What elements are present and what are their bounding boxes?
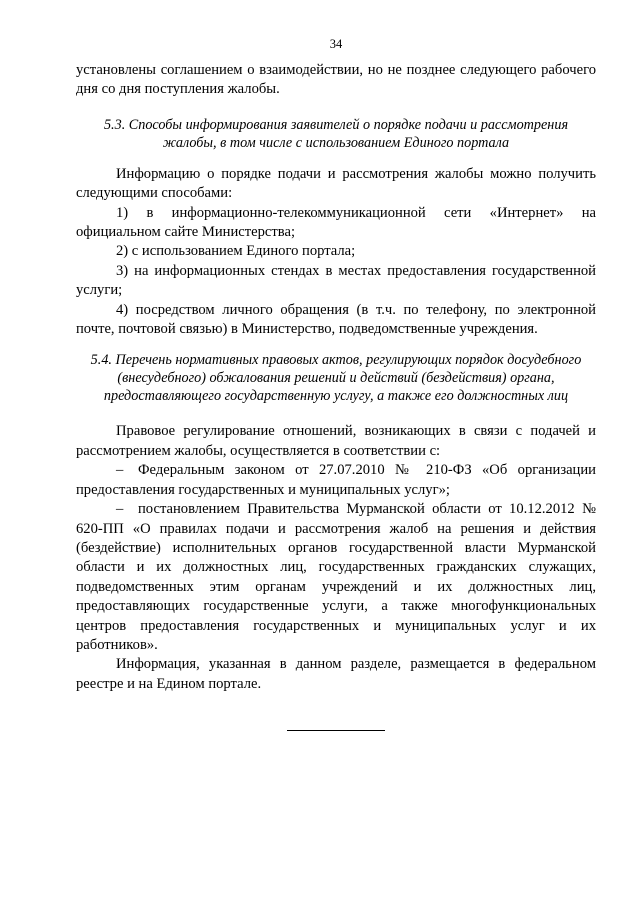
- section-5-3-item-3: 3) на информационных стендах в местах предоставления государственной услуги;: [76, 262, 596, 299]
- page-number: 34: [329, 37, 343, 51]
- section-5-4-item-1-text: Федеральным законом от 27.07.2010 № 210-ФЗ «Об организации предоставления государственных и муниципальных услуг»;: [76, 462, 596, 498]
- section-5-3-heading: 5.3. Способы информирования заявителей о порядке подачи и рассмотрения жалобы, в том числе с использованием Единого портала: [103, 116, 569, 151]
- section-5-3-intro: Информацию о порядке подачи и рассмотрения жалобы можно получить следующими способами:: [76, 165, 596, 202]
- section-5-3-item-2: 2) с использованием Единого портала;: [116, 243, 356, 260]
- section-5-3-item-1: 1) в информационно-телекоммуникационной сети «Интернет» на официальном сайте Министерства;: [76, 204, 596, 241]
- section-5-4-intro: Правовое регулирование отношений, возникающих в связи с подачей и рассмотрением жалобы, осуществляется в соответствии с:: [76, 423, 596, 459]
- section-5-4-closing: Информация, указанная в данном разделе, размещается в федеральном реестре и на Едином портале.: [76, 656, 596, 692]
- list-dash: –: [116, 501, 124, 518]
- section-5-4-item-2-text: постановлением Правительства Мурманской области от 10.12.2012 № 620-ПП «О правилах подачи и рассмотрения жалоб на решения и действия (бездействие) исполнительных органов государственной власти Мурманской области и их должностных лиц, государственных гражданских служащих, подведомственных этим органам учреждений и их должностных лиц, предоставляющих государственные услуги, а также многофункциональных центров предоставления государственных и муниципальных услуг и их работников».: [76, 501, 596, 653]
- list-dash: –: [116, 462, 124, 479]
- section-5-4-heading: 5.4. Перечень нормативных правовых актов, регулирующих порядок досудебного (внесудебного) обжалования решений и действий (бездействия) органа, предоставляющего государственную услугу, а также его должностных лиц: [90, 352, 582, 405]
- end-rule: [287, 730, 385, 731]
- section-5-4-item-1: [76, 461, 596, 500]
- section-5-4-item-2: [76, 500, 596, 655]
- document-page: [76, 36, 596, 731]
- section-5-3-item-4: 4) посредством личного обращения (в т.ч. по телефону, по электронной почте, почтовой связью) в Министерство, подведомственные учреждения.: [76, 301, 596, 338]
- intro-continuation: установлены соглашением о взаимодействии, но не позднее следующего рабочего дня со дня поступления жалобы.: [76, 62, 596, 98]
